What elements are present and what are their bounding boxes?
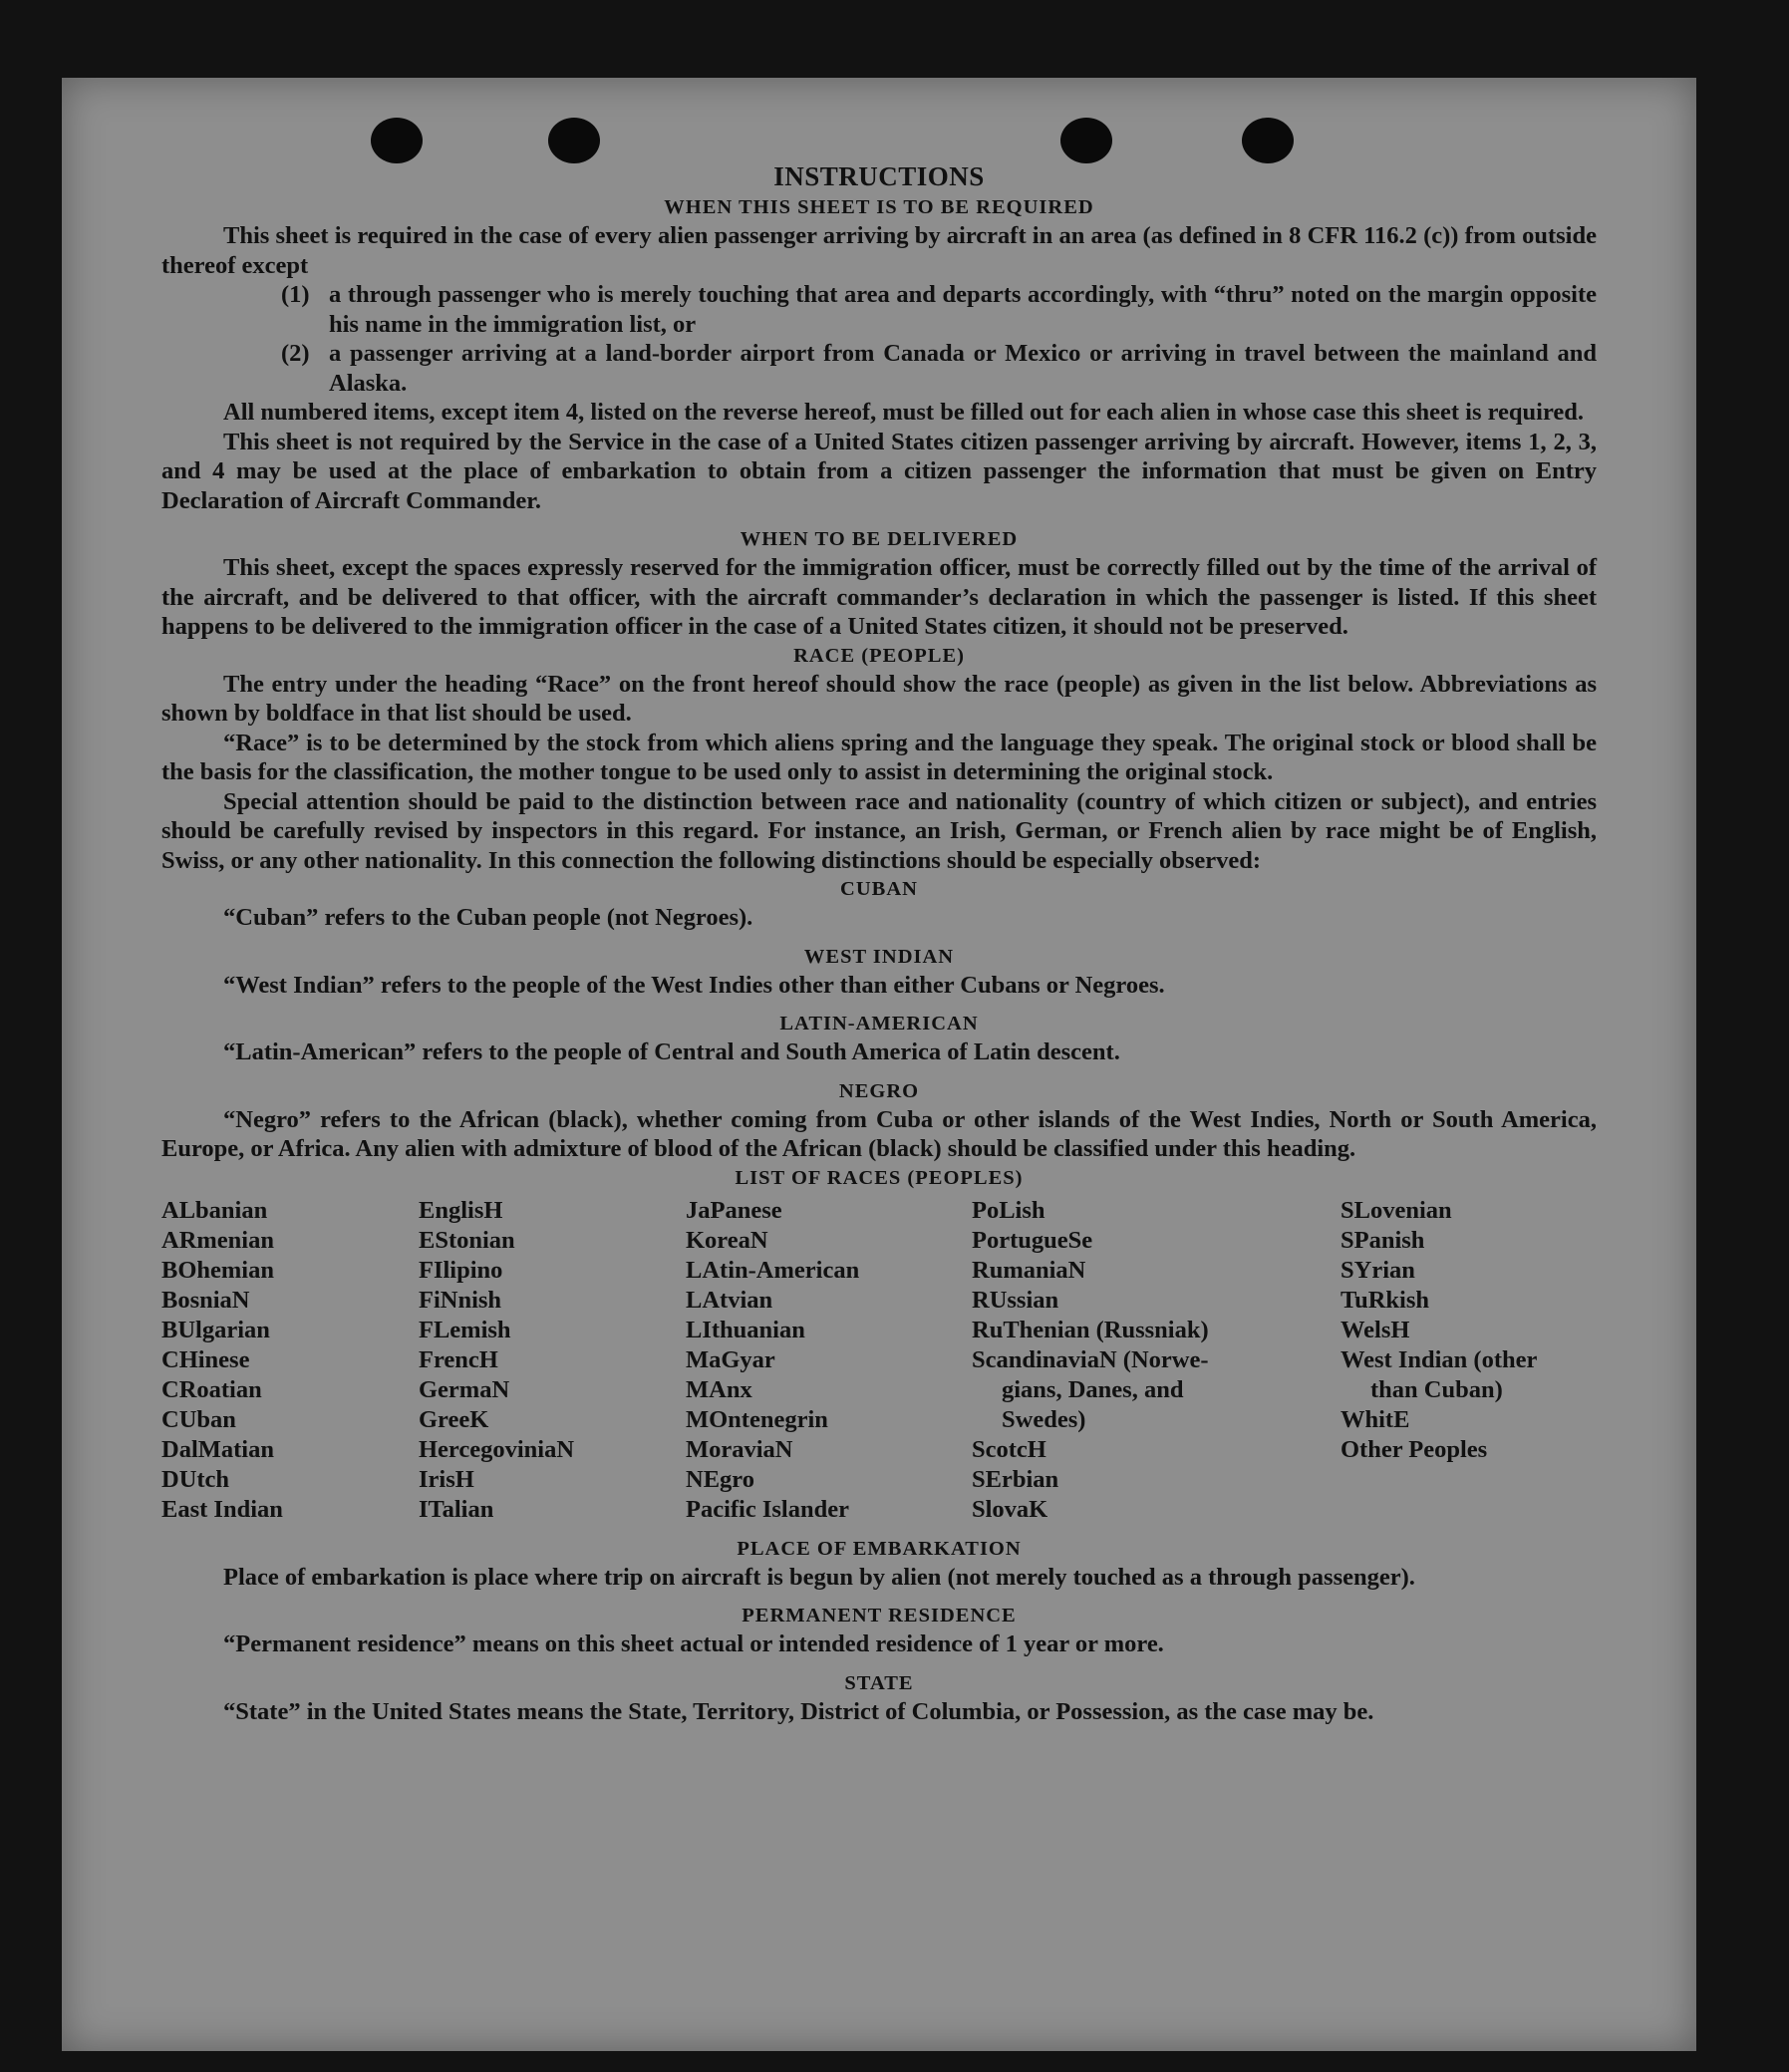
punch-hole [548,118,600,163]
document-sheet [62,78,1696,2051]
section-heading-embarkation: PLACE OF EMBARKATION [737,1537,1022,1560]
race-entry: SPanish [1341,1226,1425,1254]
item-number: (1) [281,281,310,308]
section-heading-races-list: LIST OF RACES (PEOPLES) [735,1166,1024,1189]
races-column [161,1196,419,1525]
paragraph: Place of embarkation is place where trip on aircraft is begun by alien (not merely touched as a through passenger). [223,1563,1415,1591]
race-entry: GermaN [419,1375,510,1403]
page-title: INSTRUCTIONS [773,161,985,191]
section-heading-delivered: WHEN TO BE DELIVERED [740,528,1019,550]
race-entry: RuThenian (Russniak) [972,1316,1209,1343]
races-list [161,1196,1597,1525]
race-entry: LIthuanian [686,1316,805,1343]
instructions-content [161,159,1597,1726]
races-column [1341,1196,1597,1525]
races-column [972,1196,1341,1525]
punch-hole [1060,118,1112,163]
race-entry: KoreaN [686,1226,768,1254]
race-entry: BOhemian [161,1256,274,1284]
race-entry: East Indian [161,1495,283,1523]
race-entry: LAtvian [686,1286,773,1314]
paragraph: “Permanent residence” means on this sheet actual or intended residence of 1 year or more. [223,1630,1164,1657]
section-heading-race: RACE (PEOPLE) [793,644,965,667]
race-entry: SlovaK [972,1495,1048,1523]
list-item [161,339,1597,398]
paragraph: All numbered items, except item 4, listed on the reverse hereof, must be filled out for each alien in whose case this sheet is required. [223,399,1585,426]
race-entry: MaGyar [686,1345,775,1373]
race-entry: MoraviaN [686,1435,793,1463]
paragraph: This sheet, except the spaces expressly reserved for the immigration officer, must be correctly filled out by the time of the arrival of the aircraft, and be delivered to that officer, with the aircraft commander’s declaration in which the passenger is listed. If this sheet happens to be delivered to the immigration officer in the case of a United States citizen, it should not be preserved. [161,554,1597,640]
race-entry: SLovenian [1341,1196,1452,1224]
race-entry: FLemish [419,1316,511,1343]
race-entry: BosniaN [161,1286,250,1314]
race-entry: Swedes) [1002,1405,1086,1433]
section-heading-negro: NEGRO [838,1079,920,1102]
race-entry: ALbanian [161,1196,268,1224]
race-entry: gians, Danes, and [1002,1375,1184,1403]
section-heading-cuban: CUBAN [840,878,918,900]
paragraph: “West Indian” refers to the people of the West Indies other than either Cubans or Negroes. [223,971,1165,999]
race-entry: HercegoviniaN [419,1435,575,1463]
race-entry: LAtin-American [686,1256,860,1284]
races-column [686,1196,972,1525]
race-entry: DalMatian [161,1435,274,1463]
race-entry: WelsH [1341,1316,1410,1343]
race-entry: ScotcH [972,1435,1046,1463]
race-entry: CUban [161,1405,236,1433]
paragraph: Special attention should be paid to the distinction between race and nationality (country of which citizen or subject), and entries should be carefully revised by inspectors in this regard. For instance, an Irish, German, or French alien by race might be of English, Swiss, or any other nationality. In this connection the following distinctions should be especially observed: [161,787,1597,874]
race-entry: MAnx [686,1375,752,1403]
race-entry: ScandinaviaN (Norwe- [972,1345,1209,1373]
race-entry: DUtch [161,1465,230,1493]
race-entry: FiNnish [419,1286,502,1314]
race-entry: MOntenegrin [686,1405,828,1433]
race-entry: TuRkish [1341,1286,1430,1314]
race-entry: than Cuban) [1370,1375,1503,1403]
section-heading-state: STATE [844,1671,914,1694]
race-entry: CHinese [161,1345,250,1373]
item-text: a through passenger who is merely touching that area and departs accordingly, with “thru” noted on the margin opposite his name in the immigration list, or [329,281,1597,338]
race-entry: PortugueSe [972,1226,1093,1254]
race-entry: BUlgarian [161,1316,270,1343]
race-entry: Pacific Islander [686,1495,849,1523]
race-entry: GreeK [419,1405,489,1433]
race-entry: Other Peoples [1341,1435,1488,1463]
race-entry: CRoatian [161,1375,262,1403]
race-entry: FIlipino [419,1256,503,1284]
race-entry: NEgro [686,1465,754,1493]
race-entry: EStonian [419,1226,515,1254]
race-entry: FrencH [419,1345,498,1373]
list-item [161,280,1597,339]
race-entry: PoLish [972,1196,1045,1224]
race-entry: WhitE [1341,1405,1410,1433]
race-entry: RUssian [972,1286,1059,1314]
race-entry: JaPanese [686,1196,782,1224]
section-heading-required: WHEN THIS SHEET IS TO BE REQUIRED [664,196,1094,218]
paragraph: The entry under the heading “Race” on the front hereof should show the race (people) as given in the list below. Abbreviations as shown by boldface in that list should be used. [161,670,1597,727]
section-heading-west-indian: WEST INDIAN [803,945,955,968]
section-heading-latin-american: LATIN-AMERICAN [779,1013,979,1035]
section-heading-residence: PERMANENT RESIDENCE [742,1605,1017,1627]
race-entry: ARmenian [161,1226,274,1254]
paragraph: This sheet is not required by the Service in the case of a United States citizen passenger arriving by aircraft. However, items 1, 2, 3, and 4 may be used at the place of embarkation to obtain from a citizen passenger the information that must be given on Entry Declaration of Aircraft Commander. [161,428,1597,514]
punch-hole [1242,118,1294,163]
race-entry: SYrian [1341,1256,1415,1284]
race-entry: EnglisH [419,1196,503,1224]
paragraph: “State” in the United States means the State, Territory, District of Columbia, or Possession, as the case may be. [223,1697,1374,1725]
race-entry: West Indian (other [1341,1345,1538,1373]
race-entry: SErbian [972,1465,1059,1493]
race-entry: RumaniaN [972,1256,1086,1284]
paragraph: This sheet is required in the case of every alien passenger arriving by aircraft in an area (as defined in 8 CFR 116.2 (c)) from outside thereof except [161,222,1597,279]
paragraph: “Latin-American” refers to the people of Central and South America of Latin descent. [223,1038,1120,1065]
races-column [419,1196,686,1525]
race-entry: IrisH [419,1465,474,1493]
paragraph: “Cuban” refers to the Cuban people (not Negroes). [223,904,753,931]
item-text: a passenger arriving at a land-border airport from Canada or Mexico or arriving in travel between the mainland and Alaska. [329,340,1597,397]
punch-hole [371,118,423,163]
paragraph: “Race” is to be determined by the stock from which aliens spring and the language they speak. The original stock or blood shall be the basis for the classification, the mother tongue to be used only to assist in determining the original stock. [161,729,1597,785]
item-number: (2) [281,340,310,367]
race-entry: ITalian [419,1495,494,1523]
paragraph: “Negro” refers to the African (black), whether coming from Cuba or other islands of the West Indies, North or South America, Europe, or Africa. Any alien with admixture of blood of the African (black) should be classified under this heading. [161,1105,1597,1162]
